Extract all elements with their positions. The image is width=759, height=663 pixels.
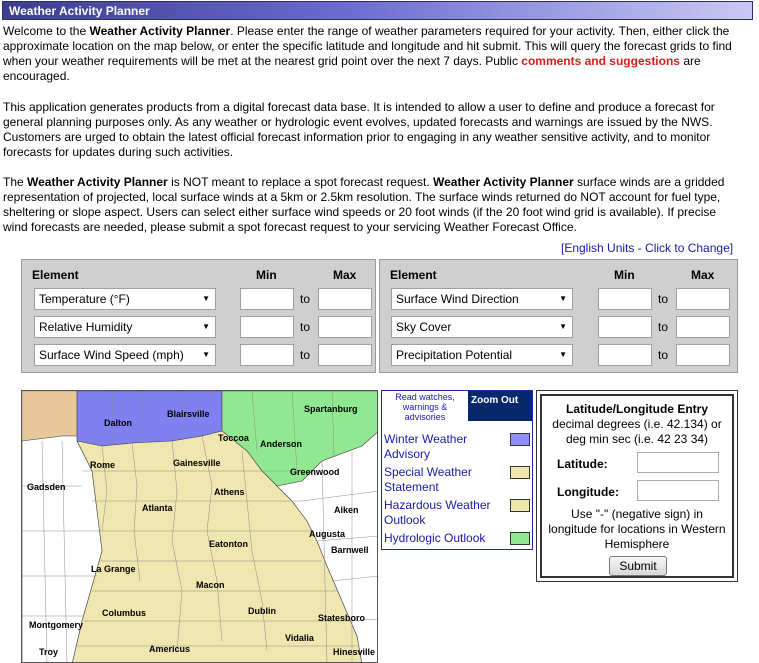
p3-app-name: Weather Activity Planner — [27, 175, 168, 189]
city-label: Spartanburg — [304, 404, 358, 414]
element-select-5[interactable]: Sky Cover ▼ — [391, 316, 573, 338]
to-label: to — [658, 348, 669, 362]
city-label: Dublin — [248, 606, 276, 616]
page-title: Weather Activity Planner — [2, 1, 753, 20]
max-input-6[interactable] — [676, 344, 730, 366]
max-input-1[interactable] — [318, 288, 372, 310]
intro-paragraph-3 — [3, 175, 741, 235]
city-label: Gadsden — [27, 482, 66, 492]
zoom-out-button[interactable]: Zoom Out — [468, 391, 532, 421]
element-select-6[interactable]: Precipitation Potential ▼ — [391, 344, 573, 366]
city-label: Athens — [214, 487, 245, 497]
max-input-3[interactable] — [318, 344, 372, 366]
city-label: Atlanta — [142, 503, 173, 513]
p3-text-c: is NOT meant to replace a spot forecast request. — [167, 175, 433, 189]
chevron-down-icon: ▼ — [202, 350, 210, 359]
intro-text-3: are encouraged. — [3, 54, 701, 83]
city-label: Greenwood — [290, 467, 340, 477]
min-input-2[interactable] — [240, 316, 294, 338]
city-label: Eatonton — [209, 539, 248, 549]
to-label: to — [658, 292, 669, 306]
to-label: to — [300, 292, 311, 306]
longitude-input[interactable] — [637, 480, 719, 501]
to-label: to — [300, 320, 311, 334]
min-header: Min — [256, 268, 277, 282]
city-label: La Grange — [91, 564, 136, 574]
min-input-3[interactable] — [240, 344, 294, 366]
city-label: Aiken — [334, 505, 359, 515]
legend-swatch-tan-2 — [510, 499, 530, 512]
max-header: Max — [691, 268, 715, 282]
latlon-inner-frame — [540, 394, 734, 578]
city-label: Rome — [90, 460, 116, 470]
city-label: Anderson — [260, 439, 303, 449]
min-input-6[interactable] — [598, 344, 652, 366]
p3-text-a: The — [3, 175, 28, 189]
element-select-3[interactable]: Surface Wind Speed (mph) ▼ — [34, 344, 216, 366]
p3-text-e: surface winds are a gridded representation of projected, local surface winds at a 5km or 2.5km resolution. The surface winds returned do NOT account for fuel type, sheltering or slope aspect. Users can select either surface wind speeds or 20 foot winds (if the 20 foot wind grid is available). If precise wind forecasts are needed, please submit a spot forecast request to your servicing Weather Forecast Office. — [3, 175, 725, 234]
longitude-note: Use "-" (negative sign) in longitude for locations in Western Hemisphere — [548, 507, 726, 551]
min-input-1[interactable] — [240, 288, 294, 310]
latlon-title: Latitude/Longitude Entry — [566, 402, 708, 416]
element-header: Element — [32, 268, 79, 282]
element-header: Element — [390, 268, 437, 282]
submit-button[interactable]: Submit — [609, 556, 667, 576]
chevron-down-icon: ▼ — [202, 294, 210, 303]
legend-winter-advisory[interactable]: Winter Weather Advisory — [384, 432, 468, 461]
outer-region — [22, 391, 77, 441]
city-label: Columbus — [102, 608, 146, 618]
city-label: Vidalia — [285, 633, 314, 643]
p3-app-name-2: Weather Activity Planner — [432, 175, 574, 189]
max-input-4[interactable] — [676, 288, 730, 310]
legend-swatch-tan — [510, 466, 530, 479]
chevron-down-icon: ▼ — [559, 322, 567, 331]
min-input-4[interactable] — [598, 288, 652, 310]
chevron-down-icon: ▼ — [559, 350, 567, 359]
advisory-legend — [381, 390, 533, 550]
to-label: to — [300, 348, 311, 362]
latitude-input[interactable] — [637, 452, 719, 473]
intro-app-name: Weather Activity Planner — [89, 24, 231, 38]
latlon-description: decimal degrees (i.e. 42.134) or deg min sec (i.e. 42 23 34) — [552, 417, 722, 446]
city-label: Statesboro — [318, 613, 366, 623]
comments-link[interactable]: comments and suggestions — [521, 54, 680, 68]
element-select-1[interactable]: Temperature (°F) ▼ — [34, 288, 216, 310]
intro-paragraph-1 — [3, 24, 741, 84]
element-select-4[interactable]: Surface Wind Direction ▼ — [391, 288, 573, 310]
min-input-5[interactable] — [598, 316, 652, 338]
units-toggle-link[interactable]: [English Units - Click to Change] — [561, 241, 734, 255]
chevron-down-icon: ▼ — [202, 322, 210, 331]
min-header: Min — [614, 268, 635, 282]
chevron-down-icon: ▼ — [559, 294, 567, 303]
legend-hazardous-outlook[interactable]: Hazardous Weather Outlook — [384, 498, 491, 527]
city-label: Gainesville — [173, 458, 221, 468]
intro-text-2: . Please enter the range of weather parameters required for your activity. Then, either click the approximate location on the map below, or enter the specific latitude and longitude and hit submit. This will query the forecast grids to find when your weather requirements will be met at the nearest grid point over the next 7 days. Public — [3, 24, 732, 68]
legend-swatch-green — [510, 532, 530, 545]
city-label: Dalton — [104, 418, 132, 428]
city-label: Toccoa — [218, 433, 249, 443]
to-label: to — [658, 320, 669, 334]
city-label: Macon — [196, 580, 225, 590]
longitude-label: Longitude: — [557, 485, 619, 499]
legend-hydrologic-outlook[interactable]: Hydrologic Outlook — [384, 531, 486, 545]
city-label: Americus — [149, 644, 191, 654]
intro-text: Welcome to the — [3, 24, 90, 38]
element-form-right — [379, 259, 738, 373]
max-input-5[interactable] — [676, 316, 730, 338]
latitude-label: Latitude: — [557, 457, 608, 471]
city-label: Blairsville — [167, 409, 210, 419]
city-label: Troy — [39, 647, 59, 657]
intro-paragraph-2: This application generates products from a digital forecast data base. It is intended to allow a user to define and produce a forecast for general planning purposes only. As any weather or hydrologic event evolves, updated forecasts and warnings are issued by the NWS. Customers are urged to obtain the latest official forecast information prior to engaging in any weather sensitive activity, and to monitor forecasts for updates during such activities. — [3, 100, 715, 159]
legend-swatch-purple — [510, 433, 530, 446]
max-input-2[interactable] — [318, 316, 372, 338]
element-form-left — [21, 259, 376, 373]
legend-special-weather[interactable]: Special Weather Statement — [384, 465, 472, 494]
city-label: Montgomery — [29, 620, 83, 630]
element-select-2[interactable]: Relative Humidity ▼ — [34, 316, 216, 338]
city-label: Barnwell — [331, 545, 369, 555]
read-warnings-link[interactable]: Read watches, warnings & advisories — [395, 392, 455, 422]
city-label: Hinesville — [333, 647, 376, 657]
max-header: Max — [333, 268, 357, 282]
city-label: Augusta — [309, 529, 345, 539]
latlon-entry-panel — [536, 390, 738, 582]
